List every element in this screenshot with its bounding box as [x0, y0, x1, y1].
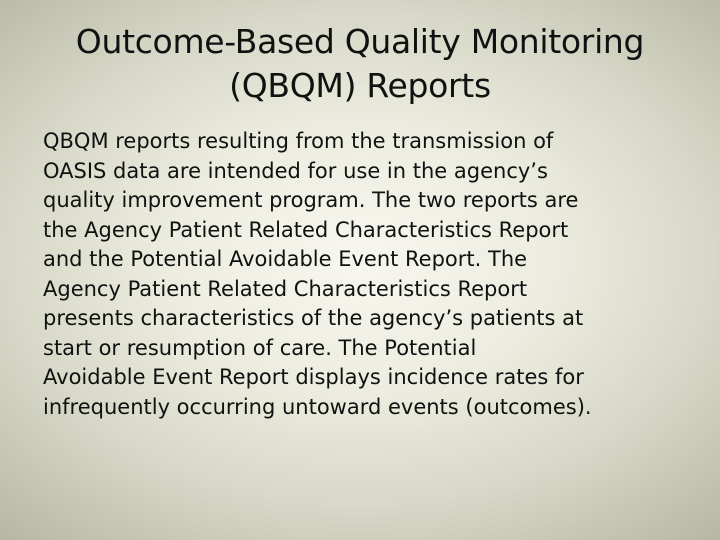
slide-title-line: (QBQM) Reports: [229, 66, 491, 105]
body-line: and the Potential Avoidable Event Report. The: [43, 247, 528, 271]
slide-body: [43, 127, 703, 422]
body-line: OASIS data are intended for use in the agency’s: [43, 158, 548, 183]
body-line: quality improvement program. The two reports are: [43, 188, 579, 212]
body-line: Agency Patient Related Characteristics Report: [43, 276, 528, 301]
slide-title-line: Outcome-Based Quality Monitoring: [75, 22, 645, 61]
body-line: infrequently occurring untoward events (outcomes).: [43, 394, 592, 419]
body-line: the Agency Patient Related Characteristics Report: [43, 217, 569, 242]
slide-title: [40, 20, 680, 108]
body-line: QBQM reports resulting from the transmission of: [43, 129, 554, 153]
body-line: presents characteristics of the agency’s patients at: [43, 306, 584, 330]
body-line: Avoidable Event Report displays incidence rates for: [43, 365, 584, 389]
body-line: start or resumption of care. The Potential: [43, 335, 477, 360]
